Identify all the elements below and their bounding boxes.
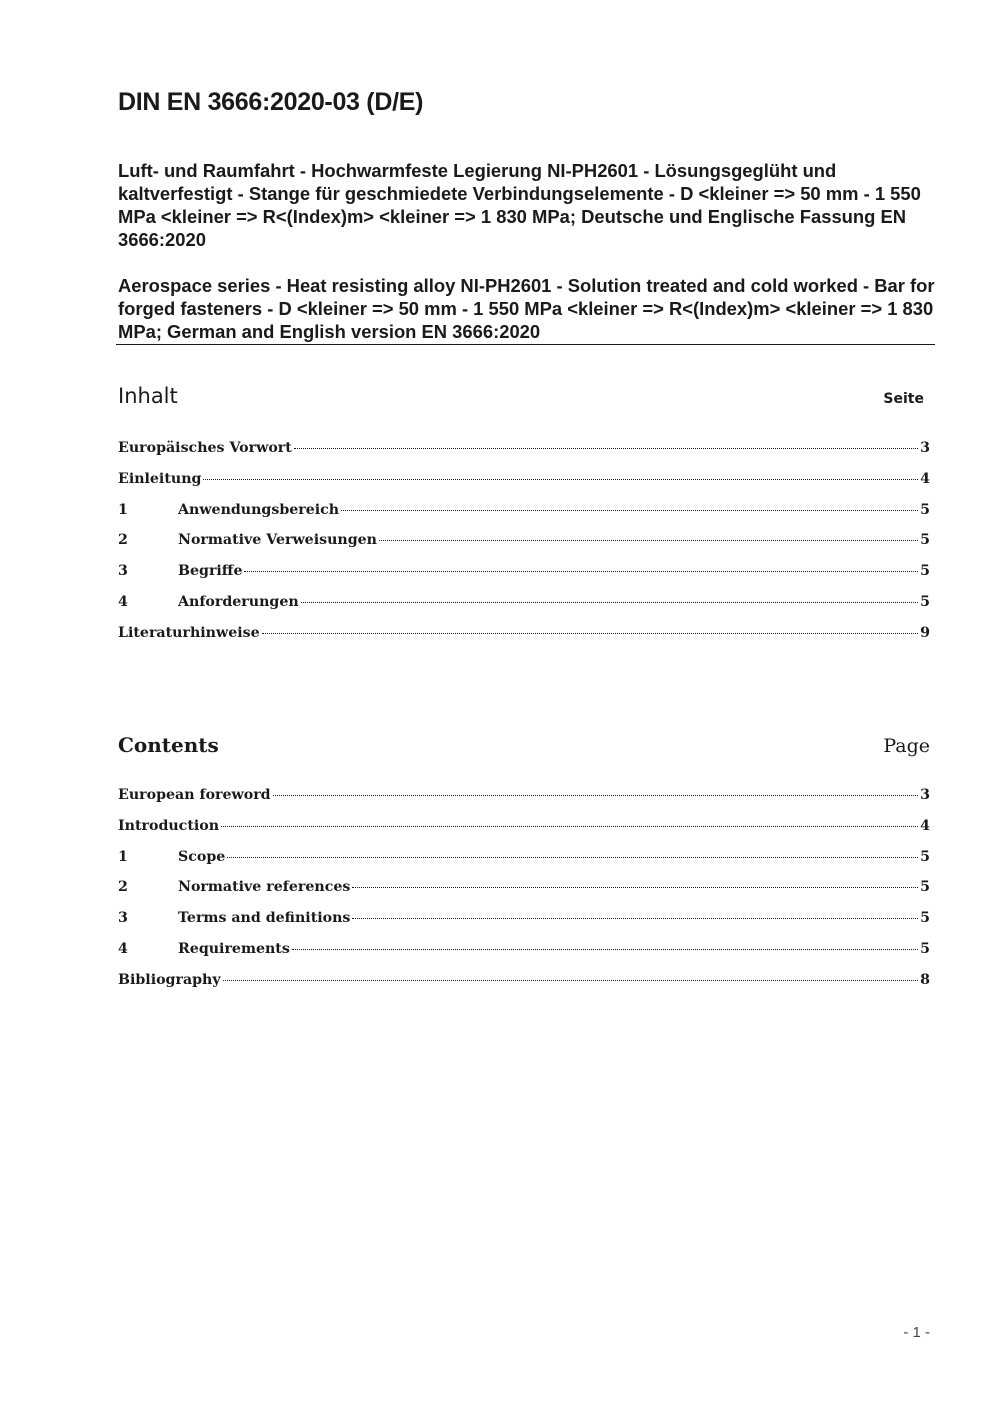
toc-dot-leader: [223, 980, 919, 981]
toc-entry-title: European foreword: [118, 787, 271, 803]
toc-dot-leader: [203, 479, 918, 480]
toc-entry[interactable]: [118, 502, 930, 533]
toc-entry-title: Bibliography: [118, 971, 221, 988]
toc-entry-page: 5: [920, 532, 930, 549]
toc-entry-title: Scope: [178, 848, 226, 865]
toc-entry-title: Normative Verweisungen: [178, 532, 377, 549]
toc-entry[interactable]: [118, 440, 930, 471]
page-number: - 1 -: [903, 1324, 930, 1341]
toc-entry-number: 3: [118, 563, 128, 580]
toc-entry-number: 4: [118, 593, 128, 610]
toc-entry-title: Einleitung: [118, 470, 202, 487]
toc-entry-title: Normative references: [178, 879, 351, 896]
toc-dot-leader: [273, 795, 919, 796]
toc-list-en: [118, 787, 930, 1003]
toc-entry[interactable]: [118, 471, 930, 502]
toc-entry-page: 5: [920, 940, 930, 957]
toc-entry-page: 3: [920, 440, 930, 456]
toc-entry[interactable]: [118, 818, 930, 849]
toc-entry-page: 5: [920, 563, 930, 580]
toc-entry[interactable]: [118, 849, 930, 880]
toc-entry-title: Literaturhinweise: [118, 624, 260, 641]
toc-entry[interactable]: [118, 563, 930, 594]
toc-entry[interactable]: [118, 910, 930, 941]
toc-dot-leader: [301, 602, 918, 603]
toc-entry[interactable]: [118, 625, 930, 656]
toc-page-label-en: Page: [883, 735, 930, 757]
toc-entry-title: Europäisches Vorwort: [118, 440, 292, 456]
toc-dot-leader: [262, 633, 919, 634]
toc-entry-page: 9: [920, 624, 930, 641]
toc-entry[interactable]: [118, 532, 930, 563]
toc-entry-page: 8: [920, 971, 930, 988]
toc-entry-page: 4: [920, 470, 930, 487]
toc-entry[interactable]: [118, 879, 930, 910]
toc-heading-de: Inhalt: [118, 384, 178, 408]
toc-entry-title: Anforderungen: [178, 593, 299, 610]
toc-entry-number: 2: [118, 532, 128, 549]
toc-entry-number: 1: [118, 848, 128, 865]
toc-dot-leader: [294, 448, 918, 449]
toc-dot-leader: [227, 857, 918, 858]
toc-entry-title: Introduction: [118, 817, 220, 834]
toc-dot-leader: [352, 887, 918, 888]
toc-dot-leader: [244, 571, 918, 572]
toc-page-label-de: Seite: [883, 391, 924, 407]
toc-entry[interactable]: [118, 787, 930, 818]
subtitle-english: Aerospace series - Heat resisting alloy NI-PH2601 - Solution treated and cold worked - Bar for forged fasteners - D <kleiner => 50 mm - 1 550 MPa <kleiner => R<(Index)m> <kleiner => 1 830 MPa; German and English version EN 3666:2020: [118, 275, 935, 342]
toc-entry-title: Terms and definitions: [178, 910, 351, 927]
toc-dot-leader: [292, 949, 918, 950]
toc-entry[interactable]: [118, 941, 930, 972]
toc-entry[interactable]: [118, 972, 930, 1003]
toc-heading-en: Contents: [118, 733, 219, 757]
toc-entry-page: 3: [920, 787, 930, 803]
toc-entry-number: 1: [118, 501, 128, 518]
toc-list-de: [118, 440, 930, 656]
toc-entry-page: 5: [920, 848, 930, 865]
toc-entry-page: 5: [920, 879, 930, 896]
toc-entry-number: 2: [118, 879, 128, 896]
document-title: DIN EN 3666:2020-03 (D/E): [118, 88, 424, 116]
toc-dot-leader: [352, 918, 918, 919]
toc-header-en: [118, 733, 930, 757]
toc-entry-title: Requirements: [178, 940, 290, 957]
toc-entry-page: 5: [920, 593, 930, 610]
toc-entry-title: Anwendungsbereich: [178, 501, 340, 518]
subtitle-german: Luft- und Raumfahrt - Hochwarmfeste Legierung NI-PH2601 - Lösungsgeglüht und kaltverfestigt - Stange für geschmiedete Verbindungselemente - D <kleiner => 50 mm - 1 550 MPa <kleiner => R<(Index)m> <kleiner => 1 830 MPa; Deutsche und Englische Fassung EN 3666:2020: [118, 160, 921, 250]
toc-entry-number: 3: [118, 910, 128, 927]
title-divider: [116, 344, 935, 345]
toc-entry-title: Begriffe: [178, 563, 243, 580]
toc-dot-leader: [221, 826, 918, 827]
toc-dot-leader: [379, 540, 918, 541]
toc-dot-leader: [341, 510, 918, 511]
toc-entry-page: 5: [920, 910, 930, 927]
toc-entry-page: 5: [920, 501, 930, 518]
toc-entry-page: 4: [920, 817, 930, 834]
toc-header-de: [118, 384, 930, 408]
toc-entry-number: 4: [118, 940, 128, 957]
toc-entry[interactable]: [118, 594, 930, 625]
